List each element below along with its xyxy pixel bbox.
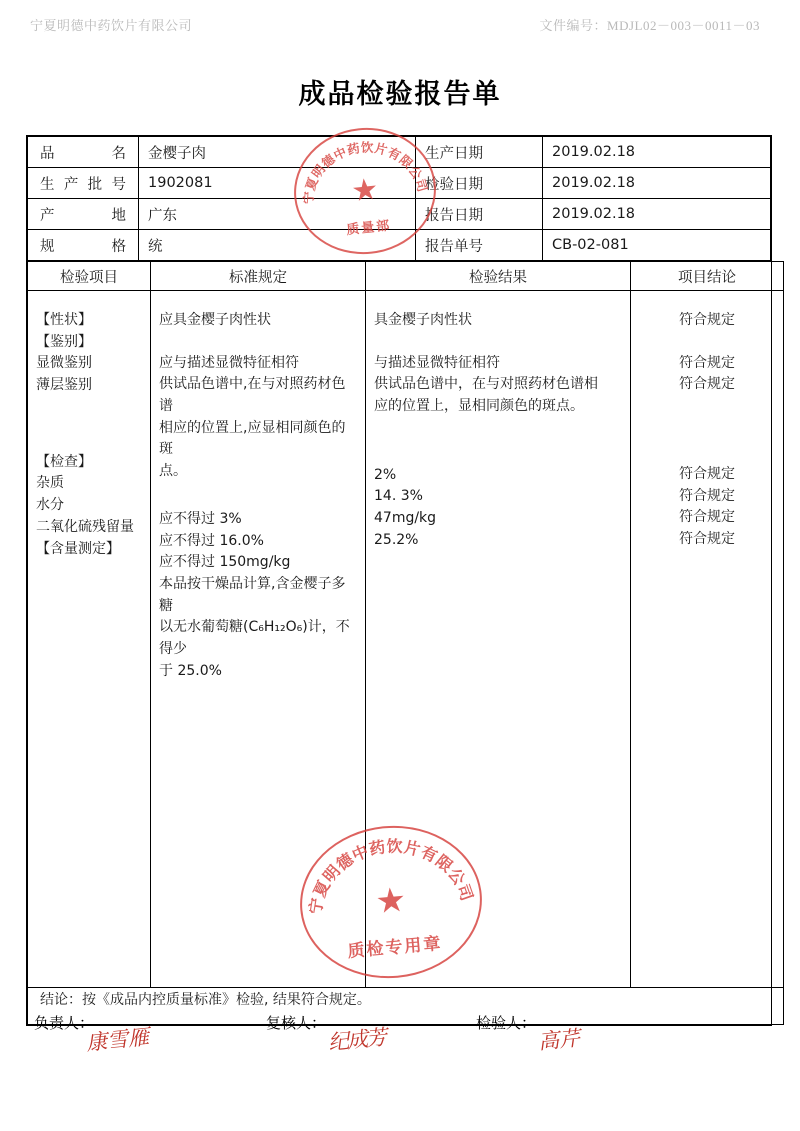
- meta-label-batch-no: 生产批号: [28, 168, 139, 199]
- list-item: 本品按干燥品计算,含金樱子多糖: [159, 575, 346, 614]
- list-item: [374, 332, 622, 353]
- signature-responsible: [34, 1012, 151, 1056]
- column-header-conclusion: 项目结论: [631, 262, 784, 291]
- list-item: 符合规定: [679, 312, 735, 328]
- list-item: [639, 451, 775, 464]
- star-icon: ★: [349, 172, 381, 209]
- list-item: 二氧化硫残留量: [36, 518, 134, 535]
- signature-label: 负责人：: [34, 1014, 95, 1032]
- final-conclusion: 结论：按《成品内控质量标准》检验, 结果符合规定。: [28, 988, 784, 1025]
- list-item: [36, 439, 142, 452]
- cell-standards: [151, 291, 366, 988]
- handwritten-signature: 康雪雁: [85, 1024, 151, 1056]
- list-item: 14. 3%: [374, 488, 423, 505]
- meta-value-report-date: 2019.02.18: [543, 199, 771, 230]
- list-item: 【检查】: [36, 453, 92, 470]
- list-item: [639, 297, 775, 310]
- list-item: [374, 418, 622, 439]
- meta-value-product-name: 金樱子肉: [139, 137, 416, 168]
- list-item: 【鉴别】: [36, 333, 92, 350]
- list-item: 【性状】: [36, 312, 92, 328]
- stamp-subtext: 质量部: [345, 218, 393, 239]
- meta-label-origin: 产 地: [28, 199, 139, 230]
- meta-value-specification: 统: [139, 230, 416, 261]
- list-item: 杂质: [36, 475, 64, 492]
- inspection-table: [27, 261, 784, 1025]
- list-item: 【含量测定】: [36, 540, 120, 557]
- list-item: 应与描述显微特征相符: [159, 354, 299, 371]
- list-item: 2%: [374, 466, 397, 483]
- list-item: 符合规定: [679, 509, 735, 526]
- list-item: 25.2%: [374, 531, 419, 548]
- table-row: [28, 137, 771, 168]
- list-item: 具金樱子肉性状: [374, 312, 472, 328]
- inspection-body-row: [28, 291, 784, 988]
- list-item: [639, 438, 775, 451]
- signature-inspector: [476, 1012, 582, 1055]
- svg-text:宁夏明德中药饮片有限公司: 宁夏明德中药饮片有限公司: [305, 836, 477, 916]
- list-item: 符合规定: [679, 376, 735, 393]
- report-sheet: [26, 135, 772, 1026]
- list-item: 供试品色谱中,在与对照药材色谱: [159, 376, 346, 415]
- svg-text:宁夏明德中药饮片有限公司: 宁夏明德中药饮片有限公司: [300, 139, 431, 205]
- signature-row: [26, 1012, 772, 1072]
- list-item: 符合规定: [679, 531, 735, 548]
- meta-value-production-date: 2019.02.18: [543, 137, 771, 168]
- list-item: [159, 297, 357, 310]
- document-code-faded: 文件编号：MDJL02－003－0011－03: [539, 18, 760, 33]
- list-item: [159, 483, 357, 496]
- list-item: [639, 332, 775, 353]
- list-item: 于 25.0%: [159, 662, 222, 679]
- column-header-standard: 标准规定: [151, 262, 366, 291]
- meta-label-production-date: 生产日期: [416, 137, 543, 168]
- handwritten-signature: 高芹: [536, 1025, 582, 1055]
- signature-label: 复核人：: [266, 1014, 327, 1032]
- list-item: 显微鉴别: [36, 355, 92, 372]
- list-item: 应不得过 16.0%: [159, 532, 264, 549]
- list-item: [374, 439, 622, 452]
- cell-conclusions: [631, 291, 784, 988]
- table-row: [28, 168, 771, 199]
- list-item: 点。: [159, 463, 187, 480]
- list-item: [159, 496, 357, 509]
- column-header-result: 检验结果: [366, 262, 631, 291]
- meta-value-origin: 广东: [139, 199, 416, 230]
- list-item: 47mg/kg: [374, 510, 437, 527]
- handwritten-signature: 纪成芳: [327, 1025, 387, 1055]
- meta-label-product-name: 品 名: [28, 137, 139, 168]
- table-row: [28, 230, 771, 261]
- list-item: 薄层鉴别: [36, 377, 92, 394]
- list-item: 以无水葡萄糖(C₆H₁₂O₆)计，不得少: [159, 619, 350, 657]
- meta-label-specification: 规 格: [28, 230, 139, 261]
- list-item: 供试品色谱中，在与对照药材色谱相: [374, 376, 598, 393]
- list-item: 符合规定: [679, 354, 735, 371]
- page-title: 成品检验报告单: [298, 79, 502, 110]
- signature-label: 检验人：: [476, 1014, 537, 1032]
- meta-value-report-no: CB-02-081: [543, 230, 771, 261]
- table-row: [28, 199, 771, 230]
- list-item: 应不得过 3%: [159, 510, 242, 527]
- meta-label-report-date: 报告日期: [416, 199, 543, 230]
- list-item: 与描述显微特征相符: [374, 354, 500, 371]
- list-item: 符合规定: [679, 466, 735, 483]
- meta-label-report-no: 报告单号: [416, 230, 543, 261]
- list-item: 应不得过 150mg/kg: [159, 554, 291, 571]
- page-header-faded: [30, 18, 770, 36]
- list-item: [36, 397, 142, 418]
- column-header-item: 检验项目: [28, 262, 151, 291]
- list-item: [374, 297, 622, 310]
- list-item: 相应的位置上,应显相同颜色的斑: [159, 419, 346, 458]
- meta-value-batch-no: 1902081: [139, 168, 416, 199]
- list-item: [36, 418, 142, 439]
- cell-items: [28, 291, 151, 988]
- list-item: 应具金樱子肉性状: [159, 312, 271, 328]
- list-item: [374, 452, 622, 465]
- list-item: 水分: [36, 497, 64, 514]
- list-item: [36, 297, 142, 310]
- list-item: 符合规定: [679, 487, 735, 504]
- table-header-row: [28, 262, 784, 291]
- star-icon: ★: [374, 881, 408, 922]
- cell-results: [366, 291, 631, 988]
- meta-table: [27, 136, 771, 261]
- list-item: [639, 396, 775, 417]
- list-item: 应的位置上，显相同颜色的斑点。: [374, 398, 584, 415]
- list-item: [639, 417, 775, 438]
- stamp-subtext: 质检专用章: [346, 933, 444, 963]
- list-item: [159, 332, 357, 353]
- meta-value-inspection-date: 2019.02.18: [543, 168, 771, 199]
- meta-label-inspection-date: 检验日期: [416, 168, 543, 199]
- company-name-faded: 宁夏明德中药饮片有限公司: [30, 18, 193, 33]
- signature-reviewer: [266, 1012, 387, 1055]
